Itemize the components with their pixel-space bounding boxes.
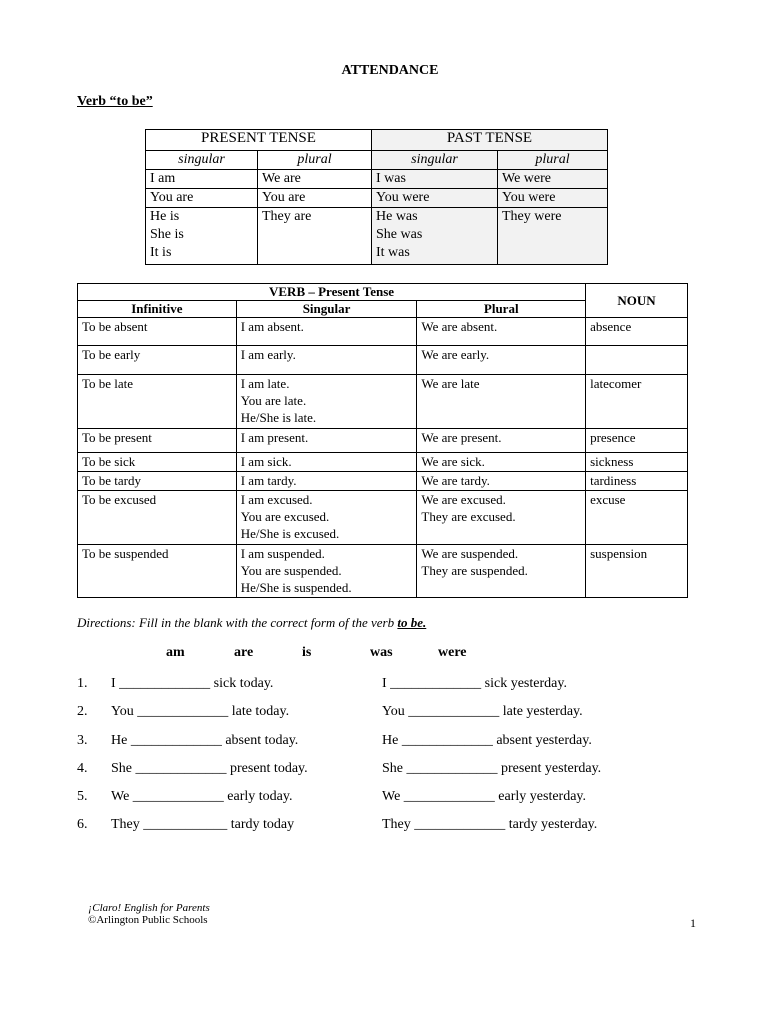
subheader-plural: plural bbox=[498, 151, 608, 170]
table-cell: They are bbox=[258, 208, 372, 265]
table-cell: To be suspended bbox=[78, 545, 237, 598]
header-present-tense: PRESENT TENSE bbox=[146, 130, 372, 151]
table-cell: excuse bbox=[586, 491, 688, 545]
table-row bbox=[78, 453, 688, 472]
table-cell: To be present bbox=[78, 429, 237, 453]
table-cell: You are bbox=[146, 189, 258, 208]
table-cell: You were bbox=[498, 189, 608, 208]
table-cell: latecomer bbox=[586, 375, 688, 429]
page-title: ATTENDANCE bbox=[341, 63, 439, 78]
vocabulary-rows bbox=[78, 318, 688, 598]
exercise-number: 5. bbox=[77, 789, 88, 804]
table-cell: They were bbox=[498, 208, 608, 265]
table-cell: He was She was It was bbox=[372, 208, 498, 265]
header-past-tense: PAST TENSE bbox=[372, 130, 608, 151]
table-cell: We are late bbox=[417, 375, 586, 429]
table-cell: I am sick. bbox=[236, 453, 417, 472]
table-cell: We are early. bbox=[417, 346, 586, 375]
word-bank-is: is bbox=[302, 645, 312, 660]
word-bank-are: are bbox=[234, 645, 254, 660]
table-cell: absence bbox=[586, 318, 688, 346]
table-cell: I am excused. You are excused. He/She is excused. bbox=[236, 491, 417, 545]
table-cell: We are bbox=[258, 170, 372, 189]
table-cell: I am present. bbox=[236, 429, 417, 453]
table-cell: We were bbox=[498, 170, 608, 189]
table-cell: To be late bbox=[78, 375, 237, 429]
page-number: 1 bbox=[690, 916, 696, 930]
table-cell: We are excused. They are excused. bbox=[417, 491, 586, 545]
exercise-number: 1. bbox=[77, 676, 88, 691]
table-cell: We are sick. bbox=[417, 453, 586, 472]
exercise-today: They ____________ tardy today bbox=[111, 817, 295, 832]
footer-copyright: ©Arlington Public Schools bbox=[88, 914, 208, 926]
table-cell: suspension bbox=[586, 545, 688, 598]
exercise-number: 3. bbox=[77, 733, 88, 748]
table-cell: I was bbox=[372, 170, 498, 189]
word-bank-am: am bbox=[166, 645, 185, 660]
table-cell bbox=[586, 346, 688, 375]
table-cell: I am bbox=[146, 170, 258, 189]
subheader-singular: singular bbox=[372, 151, 498, 170]
table-row bbox=[78, 429, 688, 453]
section-subtitle: Verb “to be” bbox=[77, 94, 153, 109]
exercise-today: You _____________ late today. bbox=[111, 704, 290, 719]
table-row bbox=[146, 208, 608, 265]
table-cell: tardiness bbox=[586, 472, 688, 491]
conjugation-table bbox=[145, 129, 608, 265]
table-cell: To be early bbox=[78, 346, 237, 375]
subheader-singular: singular bbox=[146, 151, 258, 170]
exercise-number: 6. bbox=[77, 817, 88, 832]
header-plural: Plural bbox=[417, 301, 586, 318]
table-cell: I am late. You are late. He/She is late. bbox=[236, 375, 417, 429]
header-verb-present: VERB – Present Tense bbox=[78, 284, 586, 301]
table-cell: sickness bbox=[586, 453, 688, 472]
header-noun: NOUN bbox=[586, 284, 688, 318]
table-cell: We are present. bbox=[417, 429, 586, 453]
table-cell: We are absent. bbox=[417, 318, 586, 346]
vocabulary-table bbox=[77, 283, 688, 598]
table-cell: We are tardy. bbox=[417, 472, 586, 491]
table-cell: We are suspended. They are suspended. bbox=[417, 545, 586, 598]
header-infinitive: Infinitive bbox=[78, 301, 237, 318]
table-cell: presence bbox=[586, 429, 688, 453]
table-cell: I am early. bbox=[236, 346, 417, 375]
table-cell: I am tardy. bbox=[236, 472, 417, 491]
table-cell: To be excused bbox=[78, 491, 237, 545]
directions bbox=[77, 615, 426, 631]
exercise-yesterday: You _____________ late yesterday. bbox=[382, 704, 583, 719]
word-bank-was: was bbox=[370, 645, 393, 660]
footer-program: ¡Claro! English for Parents bbox=[88, 902, 210, 914]
exercise-yesterday: They _____________ tardy yesterday. bbox=[382, 817, 598, 832]
table-cell: To be absent bbox=[78, 318, 237, 346]
table-cell: To be sick bbox=[78, 453, 237, 472]
exercise-today: We _____________ early today. bbox=[111, 789, 293, 804]
exercise-yesterday: He _____________ absent yesterday. bbox=[382, 733, 592, 748]
footer-credits bbox=[88, 902, 210, 926]
exercise-today: He _____________ absent today. bbox=[111, 733, 299, 748]
table-cell: He is She is It is bbox=[146, 208, 258, 265]
table-cell: To be tardy bbox=[78, 472, 237, 491]
exercise-yesterday: She _____________ present yesterday. bbox=[382, 761, 602, 776]
table-row bbox=[146, 189, 608, 208]
table-row bbox=[78, 318, 688, 346]
exercise-yesterday: We _____________ early yesterday. bbox=[382, 789, 587, 804]
exercise-number: 2. bbox=[77, 704, 88, 719]
exercise-today: She _____________ present today. bbox=[111, 761, 308, 776]
directions-emphasis: to be. bbox=[397, 615, 427, 630]
header-singular: Singular bbox=[236, 301, 417, 318]
table-cell: I am absent. bbox=[236, 318, 417, 346]
table-row bbox=[78, 346, 688, 375]
table-row bbox=[78, 491, 688, 545]
table-row bbox=[78, 545, 688, 598]
table-cell: You were bbox=[372, 189, 498, 208]
table-cell: I am suspended. You are suspended. He/She is suspended. bbox=[236, 545, 417, 598]
table-row bbox=[78, 375, 688, 429]
subheader-plural: plural bbox=[258, 151, 372, 170]
word-bank-were: were bbox=[438, 645, 467, 660]
exercise-today: I _____________ sick today. bbox=[111, 676, 274, 691]
exercise-yesterday: I _____________ sick yesterday. bbox=[382, 676, 567, 691]
directions-text: Directions: Fill in the blank with the correct form of the verb bbox=[77, 615, 398, 630]
table-row bbox=[78, 472, 688, 491]
table-cell: You are bbox=[258, 189, 372, 208]
exercise-number: 4. bbox=[77, 761, 88, 776]
table-row bbox=[146, 170, 608, 189]
